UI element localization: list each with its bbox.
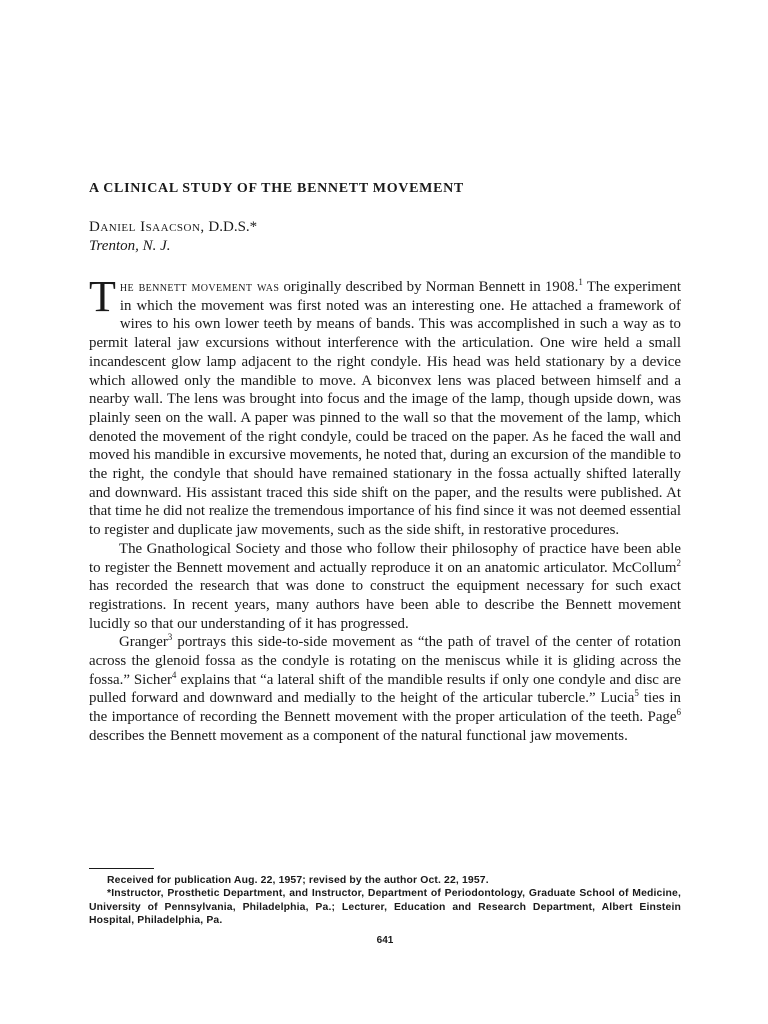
reference-marker: 4 [171, 669, 177, 680]
reference-marker: 2 [676, 557, 681, 568]
paragraph-3-text-c: explains that “a lateral shift of the mandible results if only one condyle and disc are pulled forward and downward and medially to the height of the articular tubercle.” Lucia [89, 671, 681, 707]
paragraph-2-text-b: has recorded the research that was done to construct the equipment necessary for such exact registrations. In recent years, many authors have been able to describe the Bennett movement lucidly so that our understanding of it has progressed. [89, 578, 681, 632]
paragraph-3-text-e: describes the Bennett movement as a component of the natural functional jaw movements. [89, 727, 628, 744]
drop-cap: T [89, 272, 116, 321]
paragraph-3-text-d: ties in the importance of recording the Bennett movement with the proper articulation of the teeth. Page [89, 690, 681, 726]
paragraph-2-text-a: The Gnathological Society and those who follow their philosophy of practice have been able to register the Bennett movement and actually reproduce it on an anatomic articulator. McCollum [89, 540, 681, 576]
article-body [89, 272, 681, 746]
reference-marker: 1 [578, 277, 583, 287]
footnote-divider [89, 868, 154, 869]
author-degree: D.D.S.* [208, 219, 258, 235]
journal-page [89, 0, 681, 1024]
author-line [89, 219, 257, 236]
paragraph-3-text-a: Granger [119, 634, 168, 651]
author-location: Trenton, N. J. [89, 238, 171, 254]
paragraph-3-text-b: portrays this side-to-side movement as “the path of travel of the center of rotation across the glenoid fossa as the condyle is rotating on the meniscus while it is gliding across the fossa.” Sicher [89, 634, 681, 688]
paragraph-3 [89, 633, 681, 745]
footnotes [89, 874, 681, 928]
reference-marker: 6 [676, 707, 681, 718]
paragraph-1-text-b: The experiment in which the movement was first noted was an interesting one. He attached a framework of wires to his own lower teeth by means of bands. This was accomplished in such a way as to permit lateral jaw excursions without interference with the articulation. One wire held a small incandescent glow lamp adjacent to the right condyle. His head was held stationary by a device which allowed only the mandible to move. A biconvex lens was placed between himself and a nearby wall. The lens was brought into focus and the image of the lamp, though upside down, was plainly seen on the wall. A paper was pinned to the wall so that the movement of the lamp, which denoted the movement of the right condyle, could be traced on the paper. As he faced the wall and moved his mandible in excursive movements, he noted that, during an excursion of the mandible to the right, the condyle that should have remained stationary in the fossa actually shifted laterally and downward. His assistant traced this side shift on the paper, and the results were published. At that time he did not realize the tremendous importance of his find since it was not deemed essential to register and duplicate jaw movements, such as the side shift, in restorative procedures. [89, 279, 681, 539]
lead-in-small-caps: he bennett movement was [119, 279, 280, 295]
author-name: Daniel Isaacson, [89, 219, 205, 235]
article-title: A CLINICAL STUDY OF THE BENNETT MOVEMENT [89, 181, 464, 196]
footnote-affiliation: *Instructor, Prosthetic Department, and Instructor, Department of Periodontology, Graduate School of Medicine, University of Pennsylvania, Philadelphia, Pa.; Lecturer, Education and Research Department, Albert Einstein Hospital, Philadelphia, Pa. [89, 888, 681, 927]
reference-marker: 3 [167, 632, 173, 643]
paragraph-1-text-a: originally described by Norman Bennett in 1908. [283, 279, 579, 295]
paragraph-2 [89, 540, 681, 634]
page-number: 641 [376, 935, 394, 946]
footnote-received: Received for publication Aug. 22, 1957; revised by the author Oct. 22, 1957. [107, 875, 489, 886]
reference-marker: 5 [634, 688, 639, 699]
paragraph-1 [89, 272, 681, 540]
